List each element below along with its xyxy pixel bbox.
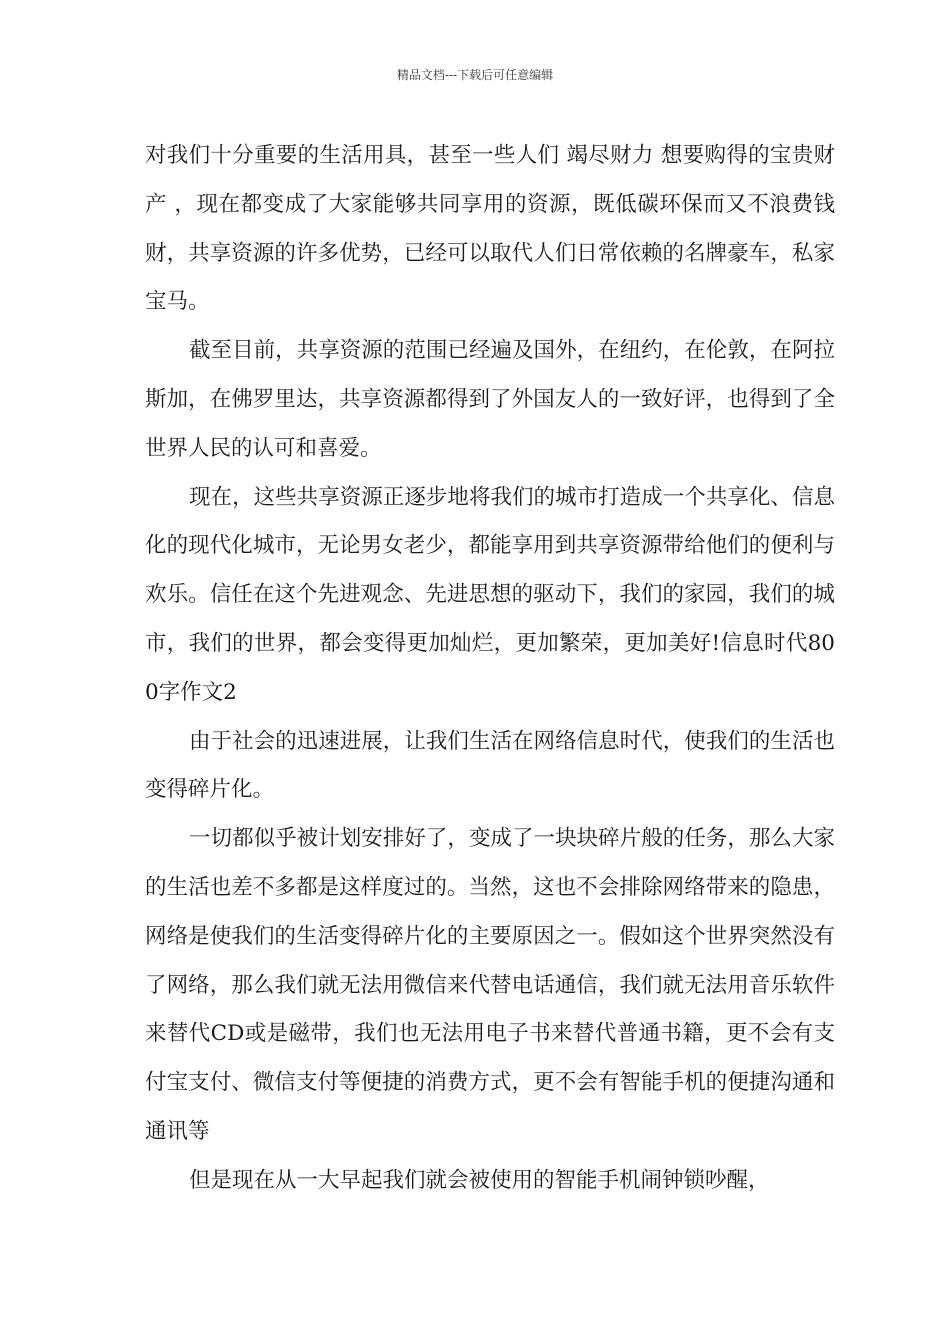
- body-text: [145, 132, 835, 1206]
- paragraph-5: 一切都似乎被计划安排好了，变成了一块块碎片般的任务，那么大家的生活也差不多都是这样度过的。当然，这也不会排除网络带来的隐患，网络是使我们的生活变得碎片化的主要原因之一。假如这个世界突然没有了网络，那么我们就无法用微信来代替电话通信，我们就无法用音乐软件来替代CD或是磁带，我们也无法用电子书来替代普通书籍，更不会有支付宝支付、微信支付等便捷的消费方式，更不会有智能手机的便捷沟通和通讯等: [145, 826, 835, 1144]
- paragraph-6: 但是现在从一大早起我们就会被使用的智能手机闹钟锁吵醒，: [189, 1167, 770, 1193]
- paragraph-2: 截至目前，共享资源的范围已经遍及国外，在纽约，在伦敦，在阿拉斯加，在佛罗里达，共享资源都得到了外国友人的一致好评，也得到了全世界人民的认可和喜爱。: [145, 338, 835, 461]
- page-header: 精品文档---下载后可任意编辑: [396, 68, 554, 82]
- paragraph-4: 由于社会的迅速进展，让我们生活在网络信息时代，使我们的生活也变得碎片化。: [145, 728, 835, 803]
- paragraph-3: 现在，这些共享资源正逐步地将我们的城市打造成一个共享化、信息化的现代化城市，无论男女老少，都能享用到共享资源带给他们的便利与欢乐。信任在这个先进观念、先进思想的驱动下，我们的家园，我们的城市，我们的世界，都会变得更加灿烂，更加繁荣，更加美好!信息时代800字作文2: [145, 484, 835, 705]
- paragraph-1: 对我们十分重要的生活用具，甚至一些人们 竭尽财力 想要购得的宝贵财产 ，现在都变成了大家能够共同享用的资源，既低碳环保而又不浪费钱财，共享资源的许多优势，已经可以取代人们日常依赖的名牌豪车，私家宝马。: [145, 143, 835, 315]
